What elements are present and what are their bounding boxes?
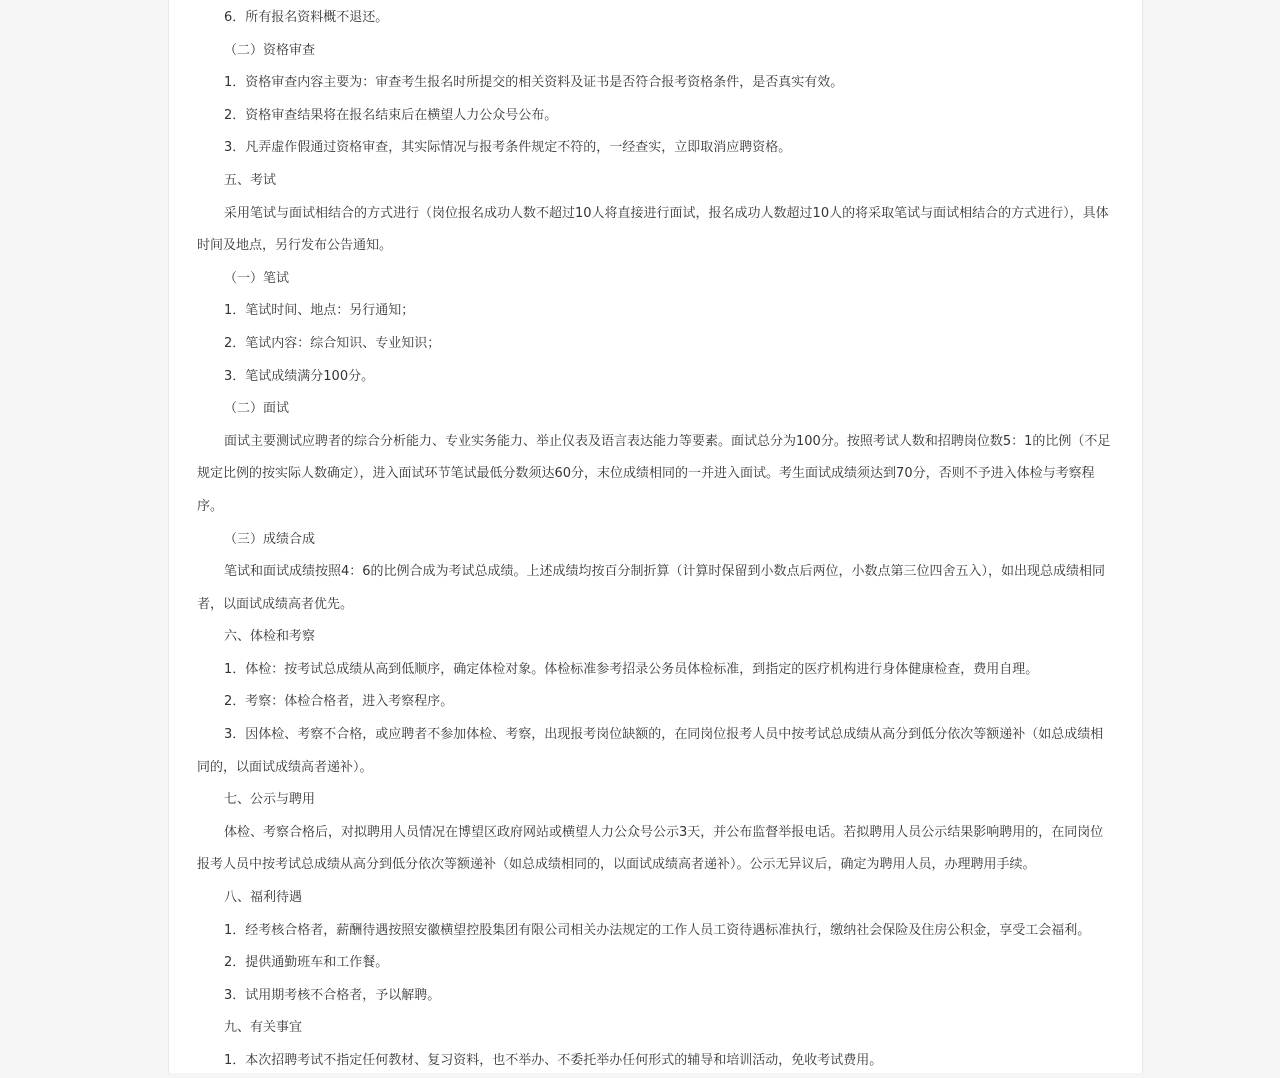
- paragraph: 6．所有报名资料概不退还。: [224, 10, 389, 25]
- section-heading: 六、体检和考察: [224, 629, 316, 645]
- paragraph: 3．凡弄虚作假通过资格审查，其实际情况与报考条件规定不符的，一经查实，立即取消应聘资格。: [224, 140, 792, 156]
- paragraph: 3．笔试成绩满分100分。: [224, 368, 375, 384]
- paragraph: 1．体检：按考试总成绩从高到低顺序，确定体检对象。体检标准参考招录公务员体检标准，到指定的医疗机构进行身体健康检查，费用自理。: [224, 661, 1039, 677]
- paragraph: 笔试和面试成绩按照4：6的比例合成为考试总成绩。上述成绩均按百分制折算（计算时保留到小数点后两位，小数点第三位四舍五入），如出现总成绩相同者，以面试成绩高者优先。: [197, 564, 1106, 612]
- section-subheading: （二）面试: [224, 401, 290, 417]
- paragraph: 2．提供通勤班车和工作餐。: [224, 955, 389, 971]
- paragraph: 1．经考核合格者，薪酬待遇按照安徽横望控股集团有限公司相关办法规定的工作人员工资待遇标准执行，缴纳社会保险及住房公积金，享受工会福利。: [224, 922, 1091, 938]
- section-heading: 九、有关事宜: [224, 1020, 303, 1036]
- paragraph: 1．资格审查内容主要为：审查考生报名时所提交的相关资料及证书是否符合报考资格条件，是否真实有效。: [224, 75, 844, 91]
- section-subheading: （一）笔试: [224, 270, 290, 286]
- article-page: [168, 0, 1143, 1073]
- paragraph: 采用笔试与面试相结合的方式进行（岗位报名成功人数不超过10人将直接进行面试，报名成功人数超过10人的将采取笔试与面试相结合的方式进行），具体时间及地点，另行发布公告通知。: [197, 205, 1109, 254]
- section-subheading: （三）成绩合成: [224, 531, 316, 547]
- paragraph: 1．本次招聘考试不指定任何教材、复习资料，也不举办、不委托举办任何形式的辅导和培训活动，免收考试费用。: [224, 1053, 883, 1068]
- paragraph: 3．试用期考核不合格者，予以解聘。: [224, 987, 441, 1003]
- paragraph: 面试主要测试应聘者的综合分析能力、专业实务能力、举止仪表及语言表达能力等要素。面试总分为100分。按照考试人数和招聘岗位数5：1的比例（不足规定比例的按实际人数确定），进入面试环节笔试最低分数须达60分，末位成绩相同的一并进入面试。考生面试成绩须达到70分，否则不予进入体检与考察程序。: [197, 433, 1111, 514]
- paragraph: 2．笔试内容：综合知识、专业知识；: [224, 335, 441, 351]
- section-heading: 八、福利待遇: [224, 890, 303, 906]
- paragraph: 3．因体检、考察不合格，或应聘者不参加体检、考察，出现报考岗位缺额的，在同岗位报考人员中按考试总成绩从高分到低分依次等额递补（如总成绩相同的，以面试成绩高者递补）。: [197, 727, 1104, 775]
- article-body: [197, 2, 1115, 1078]
- paragraph: 体检、考察合格后，对拟聘用人员情况在博望区政府网站或横望人力公众号公示3天，并公布监督举报电话。若拟聘用人员公示结果影响聘用的，在同岗位报考人员中按考试总成绩从高分到低分依次等额递补（如总成绩相同的，以面试成绩高者递补）。公示无异议后，确定为聘用人员，办理聘用手续。: [197, 824, 1104, 873]
- section-heading: 七、公示与聘用: [224, 792, 316, 808]
- paragraph: 1．笔试时间、地点：另行通知；: [224, 303, 415, 319]
- paragraph: 2．资格审查结果将在报名结束后在横望人力公众号公布。: [224, 107, 558, 123]
- section-heading: 五、考试: [224, 172, 277, 188]
- paragraph: 2．考察：体检合格者，进入考察程序。: [224, 694, 454, 710]
- section-subheading: （二）资格审查: [224, 42, 316, 58]
